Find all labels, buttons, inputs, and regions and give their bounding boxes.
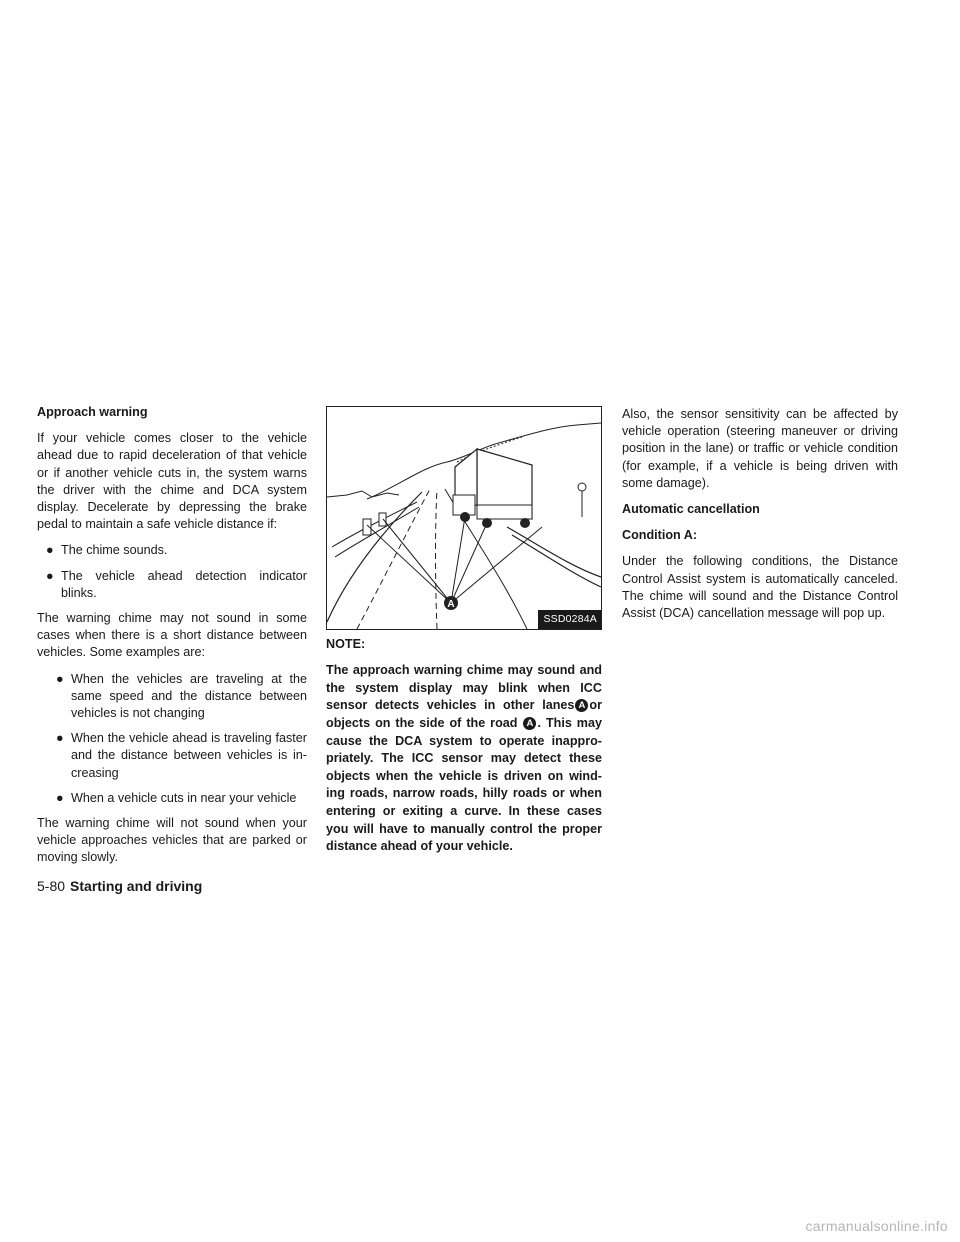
note-text: The approach warning chime may sound and the system display may blink when ICC sensor detects vehicles in other lanes A or objects on the side of the road A . This may cause the DCA system to operate inappro- priately. The ICC sensor may detect these objects when the vehicle is driven on wind- ing roads, narrow roads, hilly roads or when entering or exiting a curve. In these cases you will have to manually control the proper distance ahead of your vehicle. [326,663,603,854]
left-column [37,404,307,876]
page-number: 5-80 [37,878,66,894]
detection-lines [367,517,542,603]
section-title: Starting and driving [70,878,203,894]
road-scene-drawing [327,407,601,629]
middle-column [326,406,602,856]
will-not-sound-text: The warning chime will not sound when your vehicle approaches vehicles that are parked or moving slowly. [37,816,307,865]
road-left-edge [327,492,422,622]
list-item: ● When a vehicle cuts in near your vehicle [47,790,307,807]
approach-warning-heading: Approach warning [37,405,148,419]
figure-code: SSD0284A [538,610,601,629]
sensor-sensitivity-text: Also, the sensor sensitivity can be affected by vehicle operation (steering maneuver or driving position in the lane) or traffic or vehicle condition (for example, if a vehicle is being driven with some damage). [622,407,898,490]
callout-a-icon: A [575,699,588,712]
callout-a-icon: A [523,717,536,730]
approach-warning-intro: If your vehicle comes closer to the vehicle ahead due to rapid deceleration of that vehicle or if another vehicle cuts in, the system warns the driver with the chime and DCA system display. Decelerate by depressing the brake pedal to maintain a safe vehicle distance if: [37,431,307,532]
bullet-icon: ● [56,731,64,746]
watermark: carmanualsonline.info [805,1218,948,1234]
road-illustration [326,406,602,630]
bullet-icon: ● [56,671,64,686]
automatic-cancellation-heading: Automatic cancellation [622,502,760,517]
callout-a-label: A [447,599,455,610]
truck-drawing [453,449,532,528]
may-not-sound-text: The warning chime may not sound in some cases when there is a short distance between vehicles. Some examples are: [37,611,307,660]
bullet-icon: ● [56,790,64,805]
note-label: NOTE: [326,637,366,651]
page-footer [37,878,202,894]
condition-a-heading: Condition A: [622,528,698,543]
list-item: ● The vehicle ahead detection indicator blinks. [46,568,307,600]
warning-conditions-list [37,542,307,602]
bullet-icon: ● [46,543,54,558]
right-column [622,406,898,631]
bullet-icon: ● [46,568,54,583]
list-item: ● When the vehicles are traveling at the same speed and the distance between vehicles is not changing [56,671,307,721]
examples-list [37,671,307,807]
list-item: ● The chime sounds. [37,542,307,559]
condition-a-text: Under the following conditions, the Distance Control Assist system is automatically canceled. The chime will sound and the Distance Control Assist (DCA) cancellation message will pop up. [622,554,898,621]
list-item: ● When the vehicle ahead is traveling faster and the distance between vehicles is in- creasing [56,731,307,780]
